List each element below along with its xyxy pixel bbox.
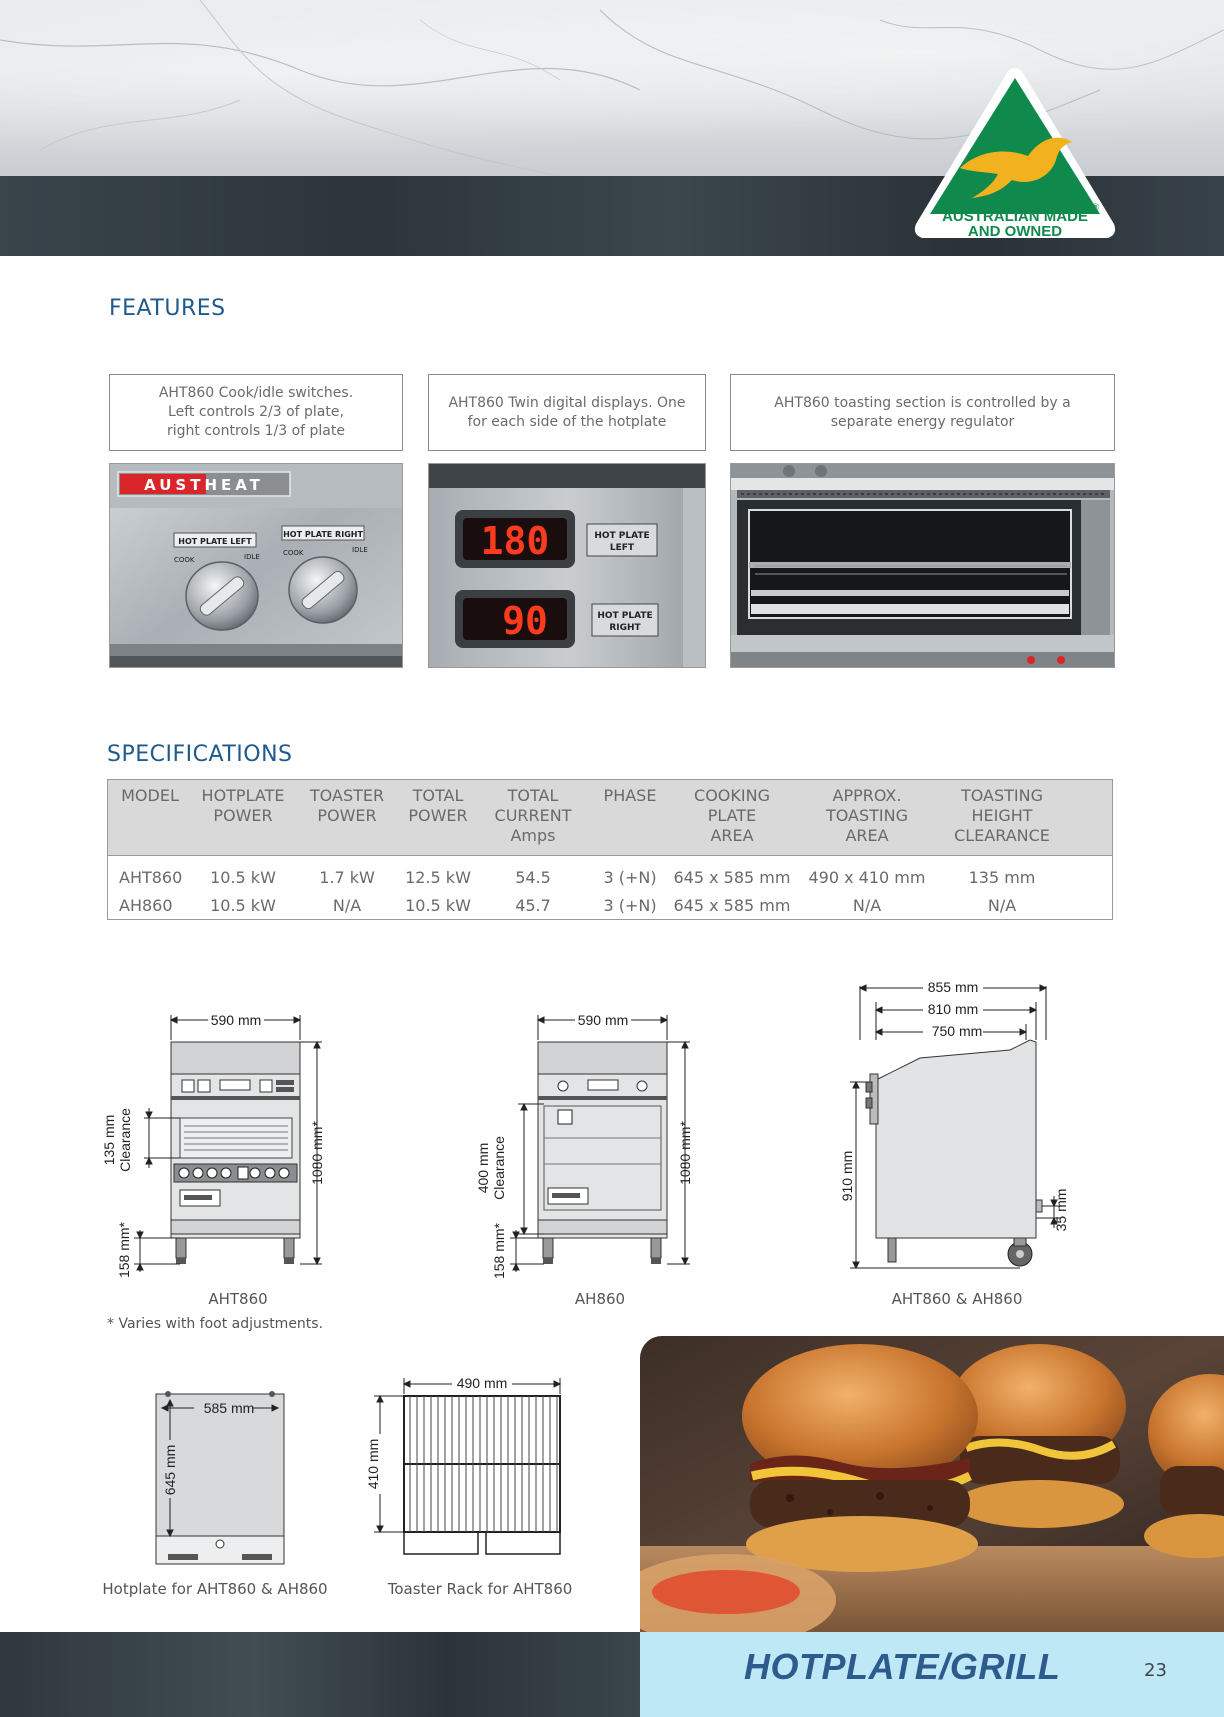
features-heading: FEATURES — [109, 296, 226, 321]
table-cell: 54.5 — [515, 868, 551, 887]
hotplate-width-label: 585 mm — [203, 1400, 255, 1416]
ah860-width-label: 590 mm — [577, 1012, 629, 1028]
aht860-height-label: 1080 mm* — [309, 1121, 325, 1185]
idle-label: IDLE — [244, 553, 260, 561]
side-drawing-caption: AHT860 & AH860 — [891, 1290, 1023, 1308]
column-header-cooking-plate-area: COOKING PLATE AREA — [694, 786, 770, 845]
idle-label: IDLE — [352, 546, 368, 554]
australian-made-logo — [910, 64, 1120, 248]
rack-width-label: 490 mm — [456, 1375, 508, 1391]
side-height-label: 910 mm — [839, 1150, 855, 1202]
table-cell: 10.5 kW — [210, 896, 276, 915]
feature-photo-switches — [109, 463, 403, 668]
logo-line2: AND OWNED — [967, 223, 1063, 240]
side-depth-3: 750 mm — [931, 1023, 983, 1039]
table-cell: 45.7 — [515, 896, 551, 915]
column-header-toaster-power: TOASTER POWER — [309, 786, 385, 825]
page-number: 23 — [1144, 1660, 1167, 1681]
side-depth-2: 810 mm — [927, 1001, 979, 1017]
table-cell: 645 x 585 mm — [673, 868, 791, 887]
side-wheel-label: 35 mm — [1053, 1188, 1069, 1232]
column-header-model: MODEL — [121, 786, 179, 805]
display-left-value: 180 — [480, 519, 550, 563]
hotplate-drawing-caption: Hotplate for AHT860 & AH860 — [102, 1580, 328, 1598]
feature-caption-displays — [428, 374, 706, 451]
burger-photo — [640, 1336, 1224, 1632]
column-header-phase: PHASE — [603, 786, 657, 805]
caption-line: right controls 1/3 of plate — [166, 423, 345, 439]
column-header-toasting-clearance: TOASTING HEIGHT CLEARANCE — [954, 786, 1050, 845]
ah860-drawing-caption: AH860 — [574, 1290, 626, 1308]
aht860-clearance-label: Clearance — [117, 1108, 133, 1172]
ah860-height-label: 1080 mm* — [677, 1121, 693, 1185]
footer-slate-band — [0, 1632, 640, 1717]
feature-photo-displays — [428, 463, 706, 668]
toaster-rack-drawing — [360, 1370, 570, 1570]
feature-photo-toaster — [730, 463, 1115, 668]
table-cell: AHT860 — [119, 868, 183, 887]
aht860-drawing-caption: AHT860 — [208, 1290, 268, 1308]
feature-caption-toaster — [730, 374, 1115, 451]
foot-adjustment-note: * Varies with foot adjustments. — [107, 1316, 324, 1332]
switch-right-label: HOT PLATE RIGHT — [283, 530, 363, 539]
caption-line: for each side of the hotplate — [467, 413, 667, 430]
ah860-clearance-value: 400 mm — [475, 1142, 491, 1194]
table-cell: 12.5 kW — [405, 868, 471, 887]
table-cell: AH860 — [119, 896, 173, 915]
table-cell: 1.7 kW — [319, 868, 375, 887]
display-right-label-line2: RIGHT — [609, 623, 641, 633]
caption-line: Left controls 2/3 of plate, — [168, 404, 344, 420]
caption-line: separate energy regulator — [830, 413, 1015, 430]
cook-label: COOK — [174, 556, 195, 564]
table-cell: 645 x 585 mm — [673, 896, 791, 915]
feature-caption-switches — [109, 374, 403, 451]
table-cell: 490 x 410 mm — [808, 868, 926, 887]
table-cell: N/A — [332, 896, 362, 915]
table-cell: N/A — [987, 896, 1017, 915]
rack-drawing-caption: Toaster Rack for AHT860 — [387, 1580, 573, 1598]
display-left-label-line2: LEFT — [609, 543, 635, 553]
ah860-leg-label: 158 mm* — [491, 1222, 507, 1280]
caption-line: AHT860 Twin digital displays. One — [448, 394, 686, 411]
table-cell: N/A — [852, 896, 882, 915]
specifications-table — [107, 779, 1113, 920]
aht860-front-drawing — [100, 1000, 340, 1290]
caption-line: AHT860 toasting section is controlled by a — [774, 394, 1071, 411]
side-elevation-drawing — [830, 970, 1090, 1290]
column-header-toasting-area: APPROX. TOASTING AREA — [825, 786, 909, 845]
table-cell: 10.5 kW — [210, 868, 276, 887]
side-depth-1: 855 mm — [927, 979, 979, 995]
rack-depth-label: 410 mm — [365, 1438, 381, 1490]
caption-line: AHT860 Cook/idle switches. — [158, 385, 354, 401]
logo-registered-mark: ® — [1092, 202, 1100, 212]
ah860-front-drawing — [470, 1000, 710, 1290]
column-header-total-current: TOTAL CURRENT Amps — [494, 786, 572, 845]
aht860-width-label: 590 mm — [210, 1012, 262, 1028]
column-header-hotplate-power: HOTPLATE POWER — [201, 786, 285, 825]
table-cell: 3 (+N) — [603, 868, 657, 887]
hotplate-plan-drawing — [150, 1386, 290, 1566]
switch-left-label: HOT PLATE LEFT — [178, 537, 252, 546]
hotplate-depth-label: 645 mm — [162, 1444, 178, 1496]
cook-label: COOK — [283, 549, 304, 557]
brand-plate-text: AUSTHEAT — [144, 476, 264, 494]
table-cell: 3 (+N) — [603, 896, 657, 915]
footer-title: HOTPLATE/GRILL — [744, 1646, 1061, 1687]
specifications-heading: SPECIFICATIONS — [107, 742, 293, 767]
logo-line1: AUSTRALIAN MADE — [942, 208, 1088, 225]
aht860-leg-label: 158 mm* — [116, 1221, 132, 1279]
table-cell: 10.5 kW — [405, 896, 471, 915]
display-right-value: 90 — [502, 599, 548, 643]
column-header-total-power: TOTAL POWER — [408, 786, 468, 825]
display-right-label-line1: HOT PLATE — [597, 611, 653, 621]
display-left-label-line1: HOT PLATE — [594, 531, 650, 541]
table-cell: 135 mm — [968, 868, 1036, 887]
aht860-clearance-value: 135 mm — [101, 1114, 117, 1166]
ah860-clearance-label: Clearance — [491, 1136, 507, 1200]
